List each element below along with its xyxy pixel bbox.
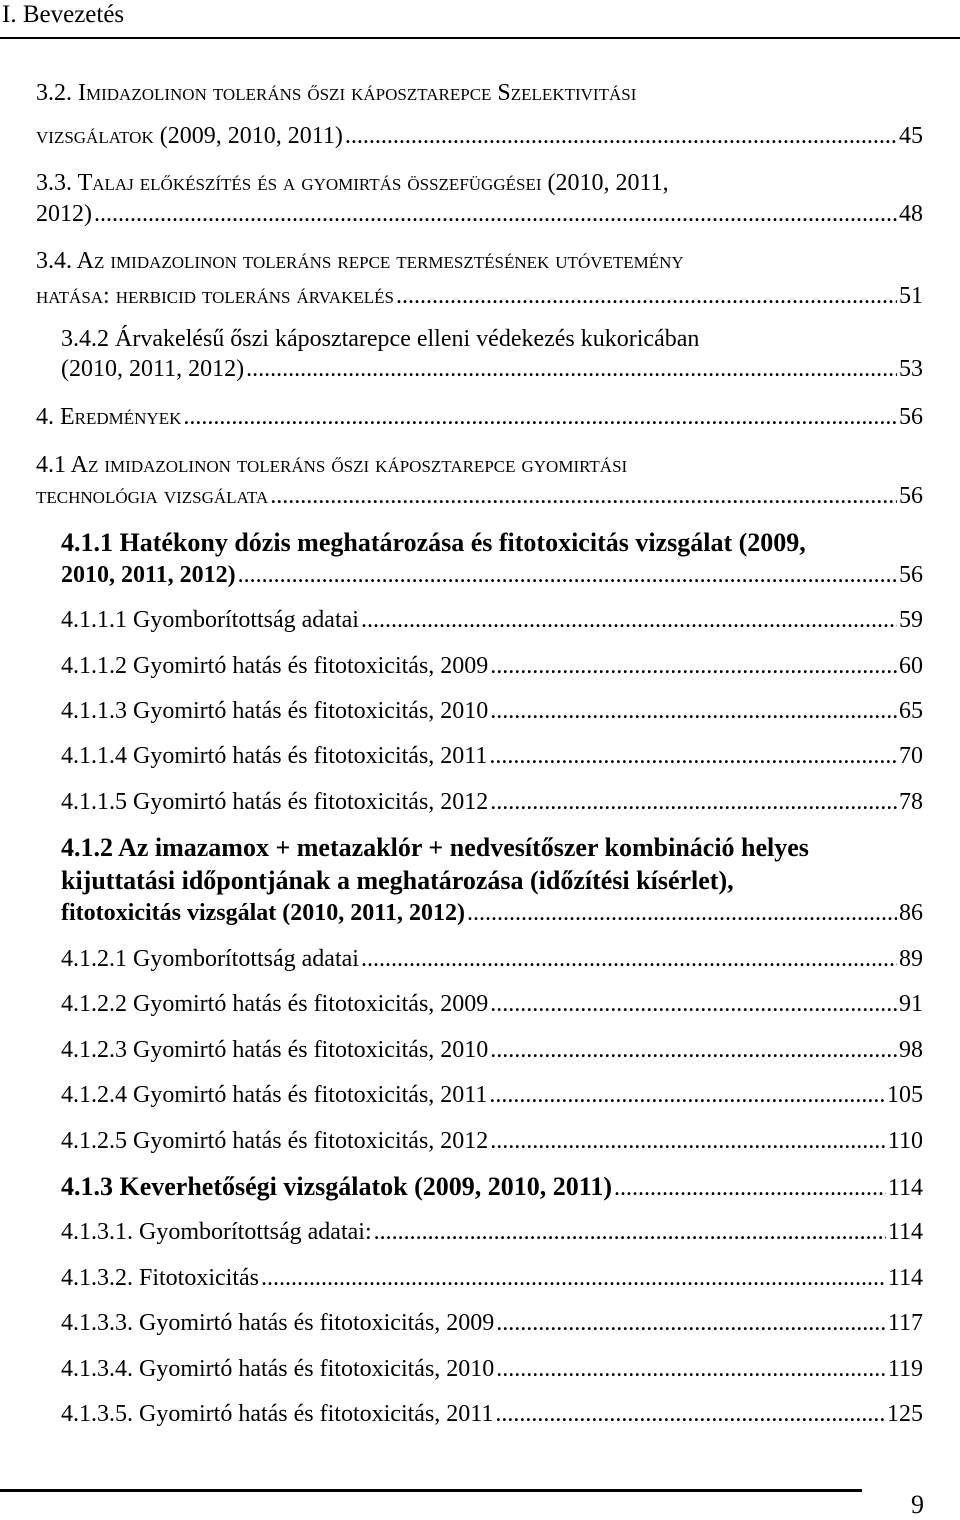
toc-entry-label: 4.1.3.5. Gyomirtó hatás és fitotoxicitás, 2011 <box>61 1401 494 1427</box>
toc-page-number: 65 <box>899 698 923 724</box>
toc-leader-dots <box>238 559 897 591</box>
toc-entry-label: 4.1.3.2. Fitotoxicitás <box>61 1265 259 1291</box>
toc-page-number: 78 <box>899 789 923 815</box>
toc-page-number: 105 <box>887 1082 923 1108</box>
toc-page-number: 56 <box>899 404 923 430</box>
toc-entry-3-3-line1[interactable]: 3.3. Talaj előkészítés és a gyomirtás összefüggései (2010, 2011, <box>36 170 669 196</box>
footer-rule <box>0 1489 862 1492</box>
toc-page-number: 51 <box>899 283 923 309</box>
toc-entry-label: fitotoxicitás vizsgálat (2010, 2011, 2012) <box>61 900 465 926</box>
toc-entry-4-1-1-2[interactable] <box>61 650 923 682</box>
toc-entry-4-1-2-line2[interactable]: kijuttatási időpontjának a meghatározása (időzítési kísérlet), <box>61 866 734 895</box>
toc-leader-dots <box>374 1216 886 1248</box>
toc-entry-4-1-3-2[interactable] <box>61 1262 923 1294</box>
toc-leader-dots <box>270 480 897 512</box>
toc-leader-dots <box>496 1353 886 1385</box>
toc-page-number: 53 <box>899 356 923 382</box>
toc-entry-label: 4.1.1.2 Gyomirtó hatás és fitotoxicitás, 2009 <box>61 653 489 679</box>
toc-entry-label: 4.1.2.3 Gyomirtó hatás és fitotoxicitás, 2010 <box>61 1037 489 1063</box>
toc-leader-dots <box>467 897 897 929</box>
toc-entry-4-1-1-4[interactable] <box>61 740 923 772</box>
toc-entry-4-1-2-3[interactable] <box>61 1034 923 1066</box>
toc-entry-4-1-2-2[interactable] <box>61 988 923 1020</box>
toc-leader-dots <box>489 740 897 772</box>
toc-entry-label: 4.1.1.4 Gyomirtó hatás és fitotoxicitás, 2011 <box>61 743 488 769</box>
toc-leader-dots <box>490 1034 897 1066</box>
toc-entry-4-1-2-line1[interactable]: 4.1.2 Az imazamox + metazaklór + nedvesítőszer kombináció helyes <box>61 833 809 862</box>
toc-entry-4-1-1-3[interactable] <box>61 695 923 727</box>
toc-entry-label: 4.1.1.5 Gyomirtó hatás és fitotoxicitás, 2012 <box>61 789 489 815</box>
toc-entry-label: technológia vizsgálata <box>36 483 269 509</box>
toc-entry-label: 4.1.3 Keverhetőségi vizsgálatok (2009, 2010, 2011) <box>61 1172 612 1201</box>
toc-page-number: 119 <box>887 1356 923 1382</box>
toc-entry-label: 4.1.3.4. Gyomirtó hatás és fitotoxicitás, 2010 <box>61 1356 495 1382</box>
toc-entry-3-4-2[interactable] <box>61 353 923 385</box>
toc-leader-dots <box>361 943 897 975</box>
toc-entry-4-1-1[interactable] <box>61 559 923 591</box>
toc-leader-dots <box>495 1398 885 1430</box>
toc-page-number: 117 <box>887 1310 923 1336</box>
toc-entry-4[interactable] <box>36 401 923 433</box>
toc-entry-4-1-3-3[interactable] <box>61 1307 923 1339</box>
toc-leader-dots <box>496 1307 886 1339</box>
toc-entry-label: 4.1.1.1 Gyomborítottság adatai <box>61 607 359 633</box>
toc-entry-label: 4.1.2.5 Gyomirtó hatás és fitotoxicitás, 2012 <box>61 1128 489 1154</box>
toc-entry-4-1-1-5[interactable] <box>61 786 923 818</box>
toc-page-number: 89 <box>899 946 923 972</box>
toc-entry-label: 2012) <box>36 201 92 227</box>
toc-leader-dots <box>490 1125 886 1157</box>
toc-entry-3-2-line1[interactable]: 3.2. Imidazolinon toleráns őszi káposztarepce Szelektivitási <box>36 80 637 106</box>
toc-leader-dots <box>261 1262 886 1294</box>
toc-entry-4-1-3[interactable] <box>61 1171 923 1203</box>
toc-page-number: 125 <box>887 1401 923 1427</box>
toc-entry-label: hatása: herbicid toleráns árvakelés <box>36 283 394 309</box>
toc-page-number: 60 <box>899 653 923 679</box>
toc-entry-label: 2010, 2011, 2012) <box>61 562 236 588</box>
toc-page-number: 114 <box>887 1265 923 1291</box>
toc-page-number: 110 <box>887 1128 923 1154</box>
toc-entry-label: 4.1.1.3 Gyomirtó hatás és fitotoxicitás, 2010 <box>61 698 489 724</box>
toc-leader-dots <box>183 401 897 433</box>
toc-leader-dots <box>94 198 897 230</box>
toc-entry-label: 4.1.2.4 Gyomirtó hatás és fitotoxicitás, 2011 <box>61 1082 488 1108</box>
toc-entry-3-4-2-line1[interactable]: 3.4.2 Árvakelésű őszi káposztarepce elleni védekezés kukoricában <box>61 326 700 352</box>
toc-leader-dots <box>345 120 897 152</box>
toc-leader-dots <box>396 280 897 312</box>
toc-entry-4-1-line1[interactable]: 4.1 Az imidazolinon toleráns őszi káposztarepce gyomirtási <box>36 452 628 478</box>
toc-entry-4-1-2-5[interactable] <box>61 1125 923 1157</box>
toc-page-number: 56 <box>899 483 923 509</box>
toc-entry-4-1-1-line1[interactable]: 4.1.1 Hatékony dózis meghatározása és fitotoxicitás vizsgálat (2009, <box>61 528 806 557</box>
header-rule <box>0 37 960 39</box>
toc-leader-dots <box>490 695 897 727</box>
toc-entry-label: 4.1.3.1. Gyomborítottság adatai: <box>61 1219 372 1245</box>
toc-entry-3-3[interactable] <box>36 198 923 230</box>
toc-page-number: 86 <box>899 900 923 926</box>
toc-leader-dots <box>490 786 897 818</box>
toc-entry-4-1-1-1[interactable] <box>61 604 923 636</box>
toc-leader-dots <box>489 1079 885 1111</box>
toc-page-number: 70 <box>899 743 923 769</box>
toc-entry-label: 4.1.2.2 Gyomirtó hatás és fitotoxicitás, 2009 <box>61 991 489 1017</box>
toc-entry-3-4[interactable] <box>36 280 923 312</box>
toc-page-number: 56 <box>899 562 923 588</box>
toc-page-number: 114 <box>887 1219 923 1245</box>
toc-entry-label: 4.1.2.1 Gyomborítottság adatai <box>61 946 359 972</box>
toc-page-number: 114 <box>887 1175 923 1201</box>
toc-entry-3-4-line1[interactable]: 3.4. Az imidazolinon toleráns repce termesztésének utóvetemény <box>36 248 684 274</box>
toc-leader-dots <box>490 650 897 682</box>
toc-leader-dots <box>490 988 897 1020</box>
toc-entry-4-1[interactable] <box>36 480 923 512</box>
toc-entry-4-1-3-4[interactable] <box>61 1353 923 1385</box>
toc-entry-4-1-3-5[interactable] <box>61 1398 923 1430</box>
toc-entry-label: vizsgálatok (2009, 2010, 2011) <box>36 123 343 149</box>
toc-entry-4-1-2-1[interactable] <box>61 943 923 975</box>
toc-entry-label: 4. Eredmények <box>36 404 182 430</box>
page-number: 9 <box>911 1490 924 1519</box>
toc-entry-label: (2010, 2011, 2012) <box>61 356 245 382</box>
running-header: I. Bevezetés <box>2 1 125 28</box>
toc-leader-dots <box>614 1172 886 1204</box>
toc-page-number: 45 <box>899 123 923 149</box>
toc-page-number: 48 <box>899 201 923 227</box>
toc-entry-label: 4.1.3.3. Gyomirtó hatás és fitotoxicitás, 2009 <box>61 1310 495 1336</box>
toc-leader-dots <box>246 353 897 385</box>
toc-entry-3-2[interactable] <box>36 120 923 152</box>
toc-page-number: 59 <box>899 607 923 633</box>
toc-leader-dots <box>361 604 897 636</box>
toc-entry-4-1-2[interactable] <box>61 897 923 929</box>
toc-entry-4-1-2-4[interactable] <box>61 1079 923 1111</box>
toc-entry-4-1-3-1[interactable] <box>61 1216 923 1248</box>
toc-page-number: 91 <box>899 991 923 1017</box>
toc-page-number: 98 <box>899 1037 923 1063</box>
